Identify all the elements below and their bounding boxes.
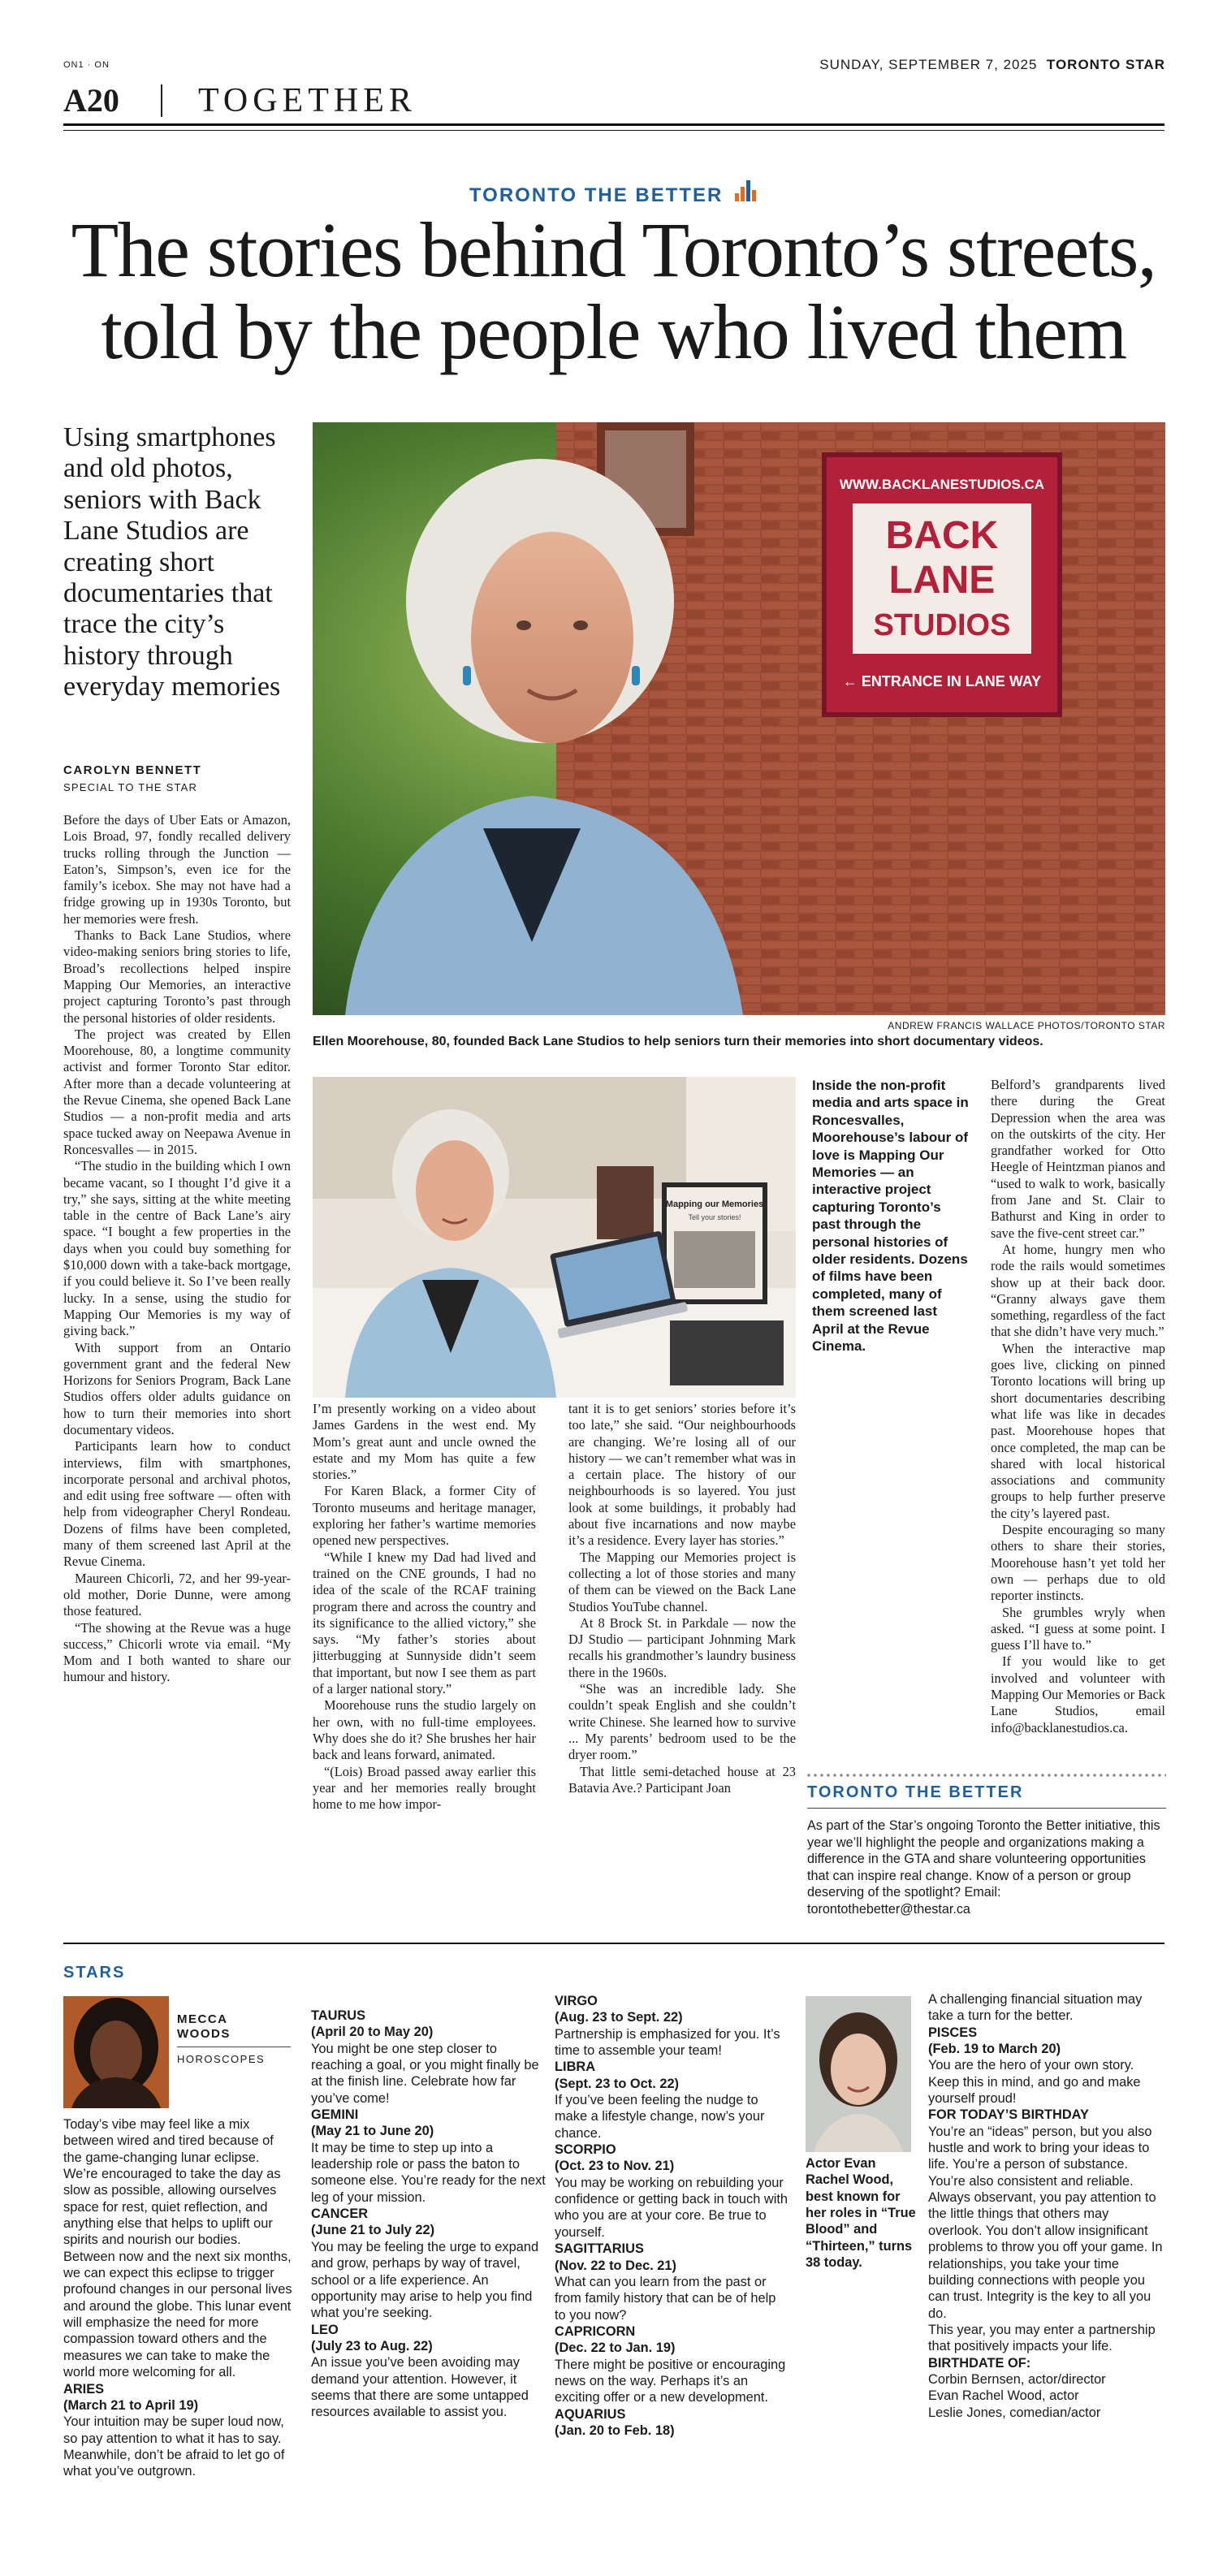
evan-photo — [806, 1996, 911, 2152]
paragraph: Participants learn how to conduct interviews, film with smartphones, incorporate personal and archival photos, and edit using free software — often with help from videographer Cheryl Rondeau. Dozens of films have been completed, many of them screened last April at the Revue Cinema. — [63, 1438, 291, 1570]
paragraph: Despite encouraging so many others to share their stories, Moorehouse hasn’t yet told her own — perhaps due to old reporter instincts. — [991, 1522, 1165, 1604]
sign-text: You might be one step closer to reaching a goal, or you might finally be at the finish line. Celebrate how far you’ve come! — [311, 2041, 539, 2106]
columnist-role: HOROSCOPES — [177, 2053, 266, 2065]
paragraph: “While I knew my Dad had lived and trained on the CNE grounds, I had no idea of the scale of the RCAF training program there and across the country and its significance to the allied victory,” she says. “My father’s stories about jitterbugging at Sunnyside didn’t seem that important, but now I see them as part of a larger national story.” — [313, 1549, 536, 1697]
photo-caption: Ellen Moorehouse, 80, founded Back Lane Studios to help seniors turn their memories into short documentary videos. — [313, 1035, 1043, 1048]
kicker-pre: TORONTO — [469, 184, 578, 206]
paragraph: “She was an incredible lady. She couldn’t speak English and she couldn’t write Chinese. She learned how to survive ... My parents’ bedroom used to be the dryer room.” — [568, 1681, 796, 1763]
sign-text: You are the hero of your own story. Keep this in mind, and go and make yourself proud! — [928, 2058, 1141, 2107]
paragraph: “(Lois) Broad passed away earlier this year and her memories really brought home to me how impor- — [313, 1763, 536, 1813]
sign-text: You may be feeling the urge to expand and grow, perhaps by way of travel, school or a life experience. An opportunity may arise to help you find what you’re seeking. — [311, 2239, 539, 2321]
birthday-text-2: This year, you may enter a partnership that positively impacts your life. — [928, 2322, 1156, 2354]
ttb-rule — [807, 1808, 1166, 1809]
deck: Using smartphones and old photos, seniors with Back Lane Studios are creating short documentaries that trace the city’s history through everyday memories — [63, 422, 281, 702]
sign-text: There might be positive or encouraging news on the way. Perhaps it’s an exciting offer or a new development. — [555, 2357, 786, 2405]
sign-dates: (May 21 to June 20) — [311, 2124, 434, 2139]
paragraph: Before the days of Uber Eats or Amazon, Lois Broad, 97, fondly recalled delivery trucks rolling through the Junction — Eaton’s, Simpson’s, even ice for the family’s icebox. She may not have had a fridge growing up in 1930s Toronto, but her memories were fresh. — [63, 812, 291, 927]
ttb-body: As part of the Star’s ongoing Toronto the Better initiative, this year we’ll highlight the people and organizations making a difference in the GTA and share volunteering opportunities that can inspire real change. Know of a person or group deserving of the spotlight? Email: torontothebetter@thestar.ca — [807, 1818, 1160, 1917]
sign-entry-sagittarius — [555, 2241, 790, 2323]
sign-entry-scorpio — [555, 2142, 790, 2241]
sign-dates: (March 21 to April 19) — [63, 2397, 199, 2413]
paragraph: “The studio in the building which I own became vacant, so I thought I’d give it a try,” she says, sitting at the white meeting table in the centre of Back Lane’s airy space. “I bought a few properties in the days when you could buy something for $10,000 down with a take-back mortgage, if you could believe it. So I’ve been really lucky. In a sense, using the studio for Mapping Our Memories is my way of giving back.” — [63, 1158, 291, 1339]
columnist-photo-image — [63, 1996, 169, 2108]
pull-quote: Inside the non-profit media and arts space in Roncesvalles, Moorehouse’s labour of love is Mapping Our Memories — an interactive project capturing Toronto’s past through the personal histories of older residents. Dozens of films have been completed, many of them screened last April at the Revue Cinema. — [812, 1078, 969, 1355]
sign-text: It may be time to step up into a leadership role or pass the baton to someone else. You’re ready for the next leg of your mission. — [311, 2140, 546, 2205]
birthday-title: FOR TODAY’S BIRTHDAY — [928, 2107, 1089, 2123]
evan-photo-image — [806, 1996, 911, 2152]
paragraph: When the interactive map goes live, clicking on pinned Toronto locations will bring up short documentaries describing what life was like in decades past. Moorehouse hopes that once completed, the map can be shared with local historical associations and community groups to help further preserve the city’s layered past. — [991, 1340, 1165, 1521]
columnist-name-line1: MECCA — [177, 2012, 228, 2026]
paragraph: She grumbles wryly when asked. “I guess at some point. I guess I’ll have to.” — [991, 1604, 1165, 1653]
article-column-2 — [313, 1401, 536, 1945]
paragraph: Belford’s grandparents lived there during the Great Depression when the area was on the outskirts of the city. Her grandfather worked for Otto Heegle of Heintzman pianos and “used to walk to work, basically from Jane and St. Clair to Bathurst and King in order to save the five-cent street car.” — [991, 1077, 1165, 1241]
sign-entry-leo — [311, 2322, 547, 2421]
sign-name: SAGITTARIUS — [555, 2241, 644, 2257]
horoscope-column-2 — [311, 1991, 547, 2560]
paragraph: That little semi-detached house at 23 Batavia Ave.? Participant Joan — [568, 1763, 796, 1796]
stars-title: STARS — [63, 1964, 126, 1982]
secondary-photo-image — [313, 1077, 796, 1398]
horoscope-column-1 — [63, 2116, 295, 2555]
sign-entry-cancer — [311, 2206, 547, 2321]
sign-url: WWW.BACKLANESTUDIOS.CA — [839, 477, 1045, 492]
paragraph: The project was created by Ellen Moorehouse, 80, a longtime community activist and former Toronto Star editor. After more than a decade volunteering at the Revue Cinema, she opened Back Lane Studios — a non-profit media and arts space tucked away on Neepawa Avenue in Roncesvalles — in 2015. — [63, 1026, 291, 1157]
sign-arrow: ← ENTRANCE IN LANE WAY — [842, 673, 1042, 689]
birthdate-item: Corbin Bernsen, actor/director — [928, 2371, 1106, 2387]
sign-dates: (Sept. 23 to Oct. 22) — [555, 2076, 680, 2091]
kicker — [0, 180, 1227, 207]
header-rule — [63, 123, 1164, 126]
sign-name: LIBRA — [555, 2060, 596, 2075]
sign-text: Partnership is emphasized for you. It’s time to assemble your team! — [555, 2026, 780, 2059]
paragraph: Moorehouse runs the studio largely on her own, with no full-time employees. Why does she do it? She brushes her hair back and leans forward, animated. — [313, 1697, 536, 1763]
horoscope-column-3 — [555, 1991, 790, 2560]
edition-marker: ON1 · ON — [63, 60, 110, 70]
main-photo-image — [313, 422, 1165, 1015]
sign-name: ARIES — [63, 2381, 105, 2397]
birthday-text: You’re an “ideas” person, but you also hustle and work to bring your ideas to life. You’re a person of substance. You’re also consistent and reliable. Always observant, you pay attention to the little things that others may overlook. You don’t allow insignificant problems to throw you off your game. In relationships, you take your time building connections with people you can trust. Integrity is the key to all you do. — [928, 2124, 1163, 2321]
folio-paper: TORONTO STAR — [1046, 57, 1165, 72]
horoscope-intro: Today’s vibe may feel like a mix between wired and tired because of the game-changing lunar eclipse. We’re encouraged to take the day as slow as possible, allowing ourselves space for rest, quiet reflection, and anything else that helps to uplift our spirits and nourish our bodies. Between now and the next six months, we can expect this eclipse to trigger profound changes in our personal lives and around the globe. This lunar event will emphasize the need for more compassion toward others and the measures we can take to make the world more welcoming for all. — [63, 2117, 292, 2380]
paragraph: The Mapping our Memories project is collecting a lot of those stories and many of them can be viewed on the Back Lane Studios YouTube channel. — [568, 1549, 796, 1614]
article-column-3 — [568, 1401, 796, 1945]
sign-dates: (Oct. 23 to Nov. 21) — [555, 2159, 675, 2174]
sign-entry-gemini — [311, 2107, 547, 2206]
sign-name: TAURUS — [311, 2008, 366, 2023]
skyline-logo-icon — [735, 180, 758, 207]
sign-text-aquarius: A challenging financial situation may take a turn for the better. — [928, 1992, 1143, 2024]
sign-name: AQUARIUS — [555, 2406, 626, 2422]
page-number: A20 — [63, 82, 119, 119]
paragraph: Thanks to Back Lane Studios, where video-making seniors bring stories to life, Broad’s recollections helped inspire Mapping Our Memories, an interactive project capturing Toronto’s past through the personal histories of older residents. — [63, 927, 291, 1026]
sign-dates: (Jan. 20 to Feb. 18) — [555, 2423, 675, 2438]
columnist-photo — [63, 1996, 169, 2108]
sign-text: What can you learn from the past or from family history that can be of help to you now? — [555, 2274, 776, 2323]
headline: The stories behind Toronto’s streets, told by the people who lived them — [71, 206, 1156, 375]
folio-date-line — [819, 57, 1165, 73]
byline-role: SPECIAL TO THE STAR — [63, 781, 198, 793]
section-divider — [63, 1943, 1164, 1944]
kicker-post: THE BETTER — [584, 184, 724, 206]
sign-text: An issue you’ve been avoiding may demand your attention. However, it seems that there are some untapped resources available to assist you. — [311, 2355, 529, 2420]
sign-dates: (Nov. 22 to Dec. 21) — [555, 2258, 676, 2273]
sign-dates: (Feb. 19 to March 20) — [928, 2042, 1061, 2057]
sign-dates: (July 23 to Aug. 22) — [311, 2338, 433, 2353]
sign-line1: BACK — [885, 514, 999, 557]
article-column-4 — [991, 1077, 1165, 1740]
ttb-border-pattern — [806, 1772, 1166, 1779]
sign-line3: STUDIOS — [873, 608, 1011, 642]
sign-name: VIRGO — [555, 1994, 598, 2008]
secondary-photo — [313, 1077, 796, 1398]
paragraph: At home, hungry men who rode the rails would sometimes show up at their back door. “Granny always gave them something, regardless of the fact that she didn’t have very much.” — [991, 1241, 1165, 1340]
photo-credit: ANDREW FRANCIS WALLACE PHOTOS/TORONTO STAR — [888, 1020, 1165, 1031]
poster-sub: Tell your stories! — [688, 1213, 741, 1221]
sign-dates: (Dec. 22 to Jan. 19) — [555, 2340, 676, 2356]
sign-name: GEMINI — [311, 2107, 359, 2123]
ttb-title: TORONTO THE BETTER — [807, 1783, 1024, 1801]
sign-entry-pisces — [928, 2025, 1165, 2107]
paragraph: With support from an Ontario government grant and the federal New Horizons for Seniors Program, Back Lane Studios offers older adults guidance on how to turn their memories into short documentary videos. — [63, 1339, 291, 1437]
back-lane-sign — [824, 455, 1060, 715]
paragraph: “The showing at the Revue was a huge success,” Chicorli wrote via email. “My Mom and I both wanted to share our humour and history. — [63, 1619, 291, 1685]
paragraph: For Karen Black, a former City of Toronto museums and heritage manager, exploring her father’s wartime memories opened new perspectives. — [313, 1483, 536, 1549]
header-rule-thin — [63, 130, 1164, 131]
sign-name: SCORPIO — [555, 2142, 616, 2158]
paragraph: I’m presently working on a video about James Gardens in the west end. My Mom’s great aunt and uncle owned the estate and my Mom has quite a few stories.” — [313, 1401, 536, 1483]
sign-name: CAPRICORN — [555, 2323, 636, 2339]
sign-dates: (April 20 to May 20) — [311, 2025, 434, 2040]
sign-entry-aries — [63, 2381, 295, 2480]
main-photo — [313, 422, 1165, 1015]
columnist-name-line2: WOODS — [177, 2027, 231, 2041]
sign-entry-aquarius — [555, 2406, 790, 2440]
horoscope-column-4 — [928, 1991, 1165, 2560]
evan-caption: Actor Evan Rachel Wood, best known for her roles in “True Blood” and “Thirteen,” turns 38 today. — [806, 2156, 916, 2271]
sign-name: CANCER — [311, 2206, 369, 2222]
sign-entry-capricorn — [555, 2323, 790, 2406]
sign-text: You may be working on rebuilding your confidence or getting back in touch with who you are at your core. Be true to yourself. — [555, 2175, 788, 2240]
byline-name: CAROLYN BENNETT — [63, 763, 202, 777]
sign-dates: (Aug. 23 to Sept. 22) — [555, 2010, 683, 2025]
paragraph: If you would like to get involved and volunteer with Mapping Our Memories or Back Lane Studios, email info@backlanestudios.ca. — [991, 1653, 1165, 1735]
sign-dates: (June 21 to July 22) — [311, 2223, 435, 2238]
sign-text: If you’ve been feeling the nudge to make a lifestyle change, now’s your chance. — [555, 2093, 765, 2141]
sign-entry-virgo — [555, 1993, 790, 2059]
poster-title: Mapping our Memories — [665, 1199, 764, 1209]
article-column-1 — [63, 812, 291, 1933]
sign-entry-libra — [555, 2059, 790, 2142]
sign-name: PISCES — [928, 2025, 978, 2040]
paragraph: At 8 Brock St. in Parkdale — now the DJ Studio — participant Johnming Mark recalls his grandmother’s laundry business there in the 1960s. — [568, 1614, 796, 1680]
sign-text: Your intuition may be super loud now, so pay attention to what it has to say. Meanwhile, don’t be afraid to let go of what you’ve outgrown. — [63, 2414, 285, 2479]
paragraph: tant it is to get seniors’ stories before it’s too late,” she said. “Our neighbourhoods are changing. We’re losing all of our history — we can’t remember what was in a certain place. The history of our neighbourhoods is so layered. You just look at some buildings, it probably had about five incarnations and now maybe it’s a residence. Every layer has stories.” — [568, 1401, 796, 1549]
birthdate-title: BIRTHDATE OF: — [928, 2355, 1031, 2371]
sign-name: LEO — [311, 2322, 339, 2337]
columnist-name — [177, 2012, 231, 2042]
birthdate-item: Evan Rachel Wood, actor — [928, 2388, 1079, 2404]
section-name: TOGETHER — [198, 82, 417, 119]
folio-date: SUNDAY, SEPTEMBER 7, 2025 — [819, 57, 1038, 72]
paragraph: Maureen Chicorli, 72, and her 99-year-old mother, Dorie Dunne, were among those featured. — [63, 1570, 291, 1619]
folio-divider — [161, 84, 162, 117]
sign-entry-taurus — [311, 2008, 547, 2107]
sign-line2: LANE — [888, 559, 996, 602]
birthdate-item: Leslie Jones, comedian/actor — [928, 2405, 1101, 2420]
